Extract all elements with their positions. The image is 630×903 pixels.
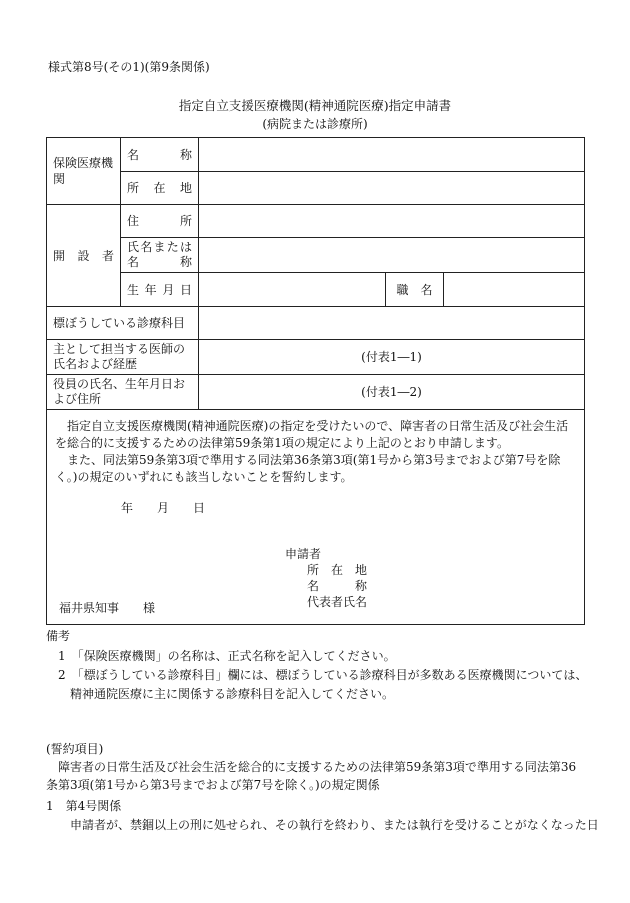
departments-field[interactable] [199, 307, 585, 340]
addressee: 福井県知事 様 [59, 601, 156, 615]
occupation-field[interactable] [444, 273, 585, 307]
birthdate-label: 生 年 月 日 [121, 273, 199, 307]
declaration-para-2: また、同法第59条第3項で準用する同法第36条第3項(第1号から第3号までおよび第7号を除く。)の規定のいずれにも該当しないことを誓約します。 [55, 453, 561, 484]
doctor-label: 主として担当する医師の氏名および経歴 [47, 340, 199, 375]
applicant-name-label: 名 称 [307, 579, 368, 593]
note-1: 1 「保険医療機関」の名称は、正式名称を記入してください。 [58, 649, 396, 663]
pledge-text: 申請者が、禁錮以上の刑に処せられ、その執行を終わり、または執行を受けることがなくなった日 [70, 818, 599, 832]
founder-name-label: 氏名または名 称 [121, 238, 199, 273]
page-title: 指定自立支援医療機関(精神通院医療)指定申請書 [178, 98, 452, 113]
note-2: 2 「標ぼうしている診療科目」欄には、標ぼうしている診療科目が多数ある医療機関については、 [58, 668, 588, 682]
declaration-para-1: 指定自立支援医療機関(精神通院医療)の指定を受けたいので、障害者の日常生活及び社会生活を総合的に支援するための法律第59条第1項の規定により上記のとおり申請します。 [55, 419, 569, 450]
officer-label: 役員の氏名、生年月日および住所 [47, 375, 199, 410]
location-label: 所 在 地 [121, 172, 199, 205]
page-subtitle: (病院または診療所) [262, 117, 368, 131]
officer-value: (付表1―2) [199, 375, 585, 410]
insurer-label: 保険医療機関 [47, 138, 121, 205]
note-2-cont: 精神通院医療に主に関係する診療科目を記入してください。 [70, 687, 395, 701]
address-label: 住 所 [121, 205, 199, 238]
applicant-rep-label: 代表者氏名 [307, 595, 368, 609]
birthdate-field[interactable] [199, 273, 386, 307]
pledge-section: 1 第4号関係 [46, 799, 122, 813]
name-label: 名 称 [121, 138, 199, 172]
name-field[interactable] [199, 138, 585, 172]
address-field[interactable] [199, 205, 585, 238]
location-field[interactable] [199, 172, 585, 205]
declaration-cell [47, 410, 585, 625]
form-number: 様式第8号(その1)(第9条関係) [48, 60, 210, 74]
applicant-location-label: 所 在 地 [307, 563, 368, 577]
pledge-header: (誓約項目) [46, 742, 104, 756]
departments-label: 標ぼうしている診療科目 [47, 307, 199, 340]
founder-name-field[interactable] [199, 238, 585, 273]
application-date: 年 月 日 [121, 501, 206, 515]
application-table [46, 137, 585, 625]
occupation-label: 職 名 [386, 273, 444, 307]
doctor-value: (付表1―1) [199, 340, 585, 375]
notes-heading: 備考 [46, 629, 71, 643]
pledge-body: 障害者の日常生活及び社会生活を総合的に支援するための法律第59条第3項で準用する同法第36条第3項(第1号から第3号までおよび第7号を除く。)の規定関係 [46, 760, 577, 792]
applicant-label: 申請者 [285, 547, 322, 561]
founder-label: 開 設 者 [47, 205, 121, 307]
applicant-block [285, 546, 576, 610]
